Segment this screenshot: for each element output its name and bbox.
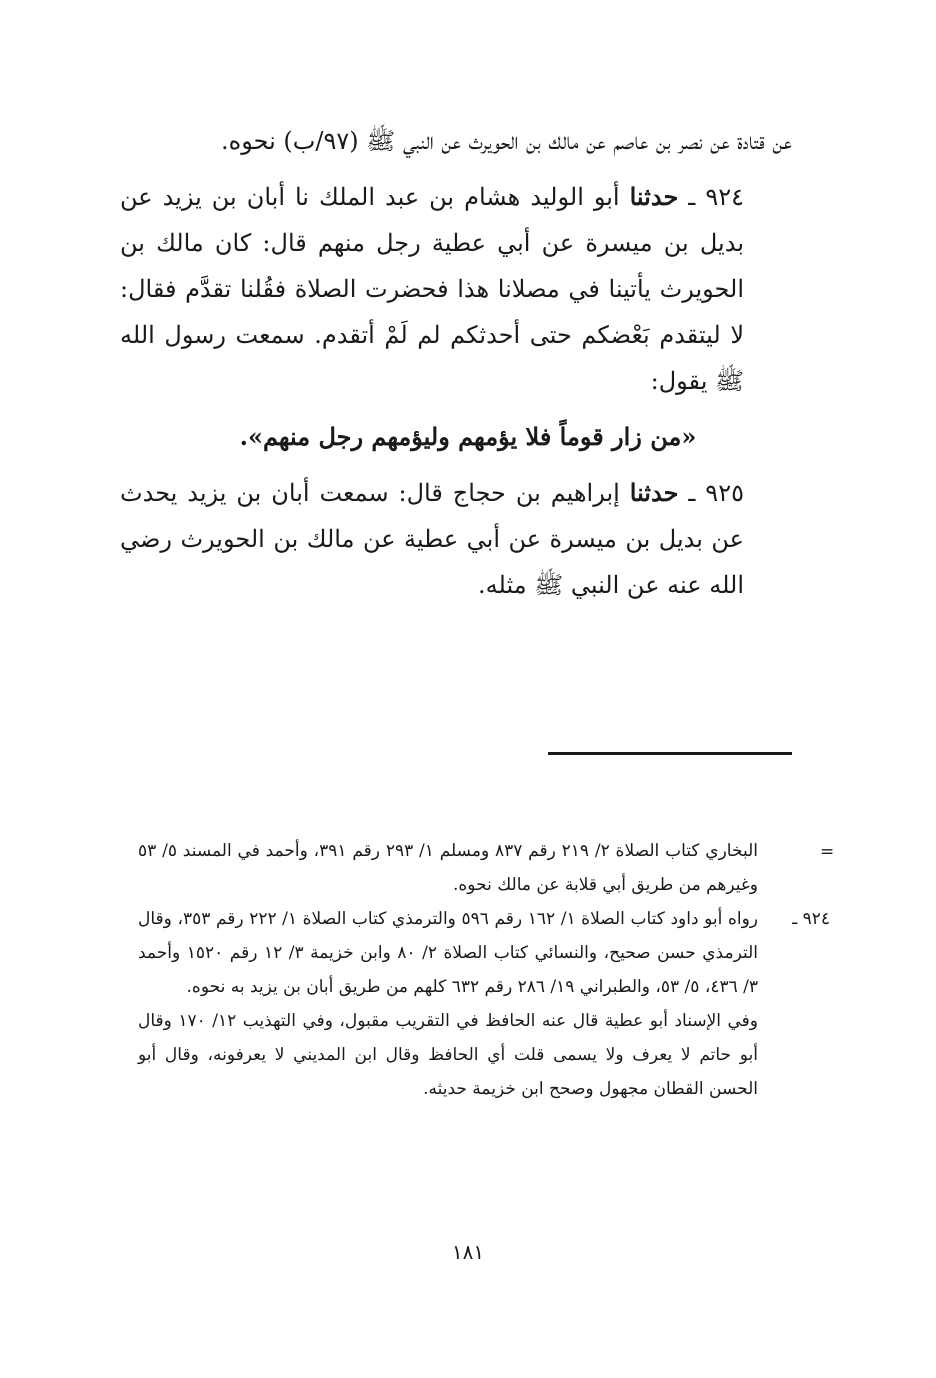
continuation-text: عن قتادة عن نصر بن عاصم عن مالك بن الحويرث عن النبي ﷺ (٩٧/ب) نحوه. (220, 127, 792, 155)
hadith-lead-word: حدثنا (629, 182, 679, 211)
footnote-924-note (138, 1004, 758, 1106)
main-text-block (120, 118, 792, 608)
hadith-text: إبراهيم بن حجاج قال: سمعت أبان بن يزيد يحدث عن بديل بن ميسرة عن أبي عطية عن مالك بن الحويرث رضي الله عنه عن النبي ﷺ مثله. (120, 479, 744, 599)
hadith-924-quote (120, 414, 792, 460)
footnote-924 (138, 902, 830, 1004)
hadith-924 (120, 174, 792, 404)
hadith-925 (120, 470, 792, 608)
footnote-continued (138, 834, 758, 902)
hadith-number: ٩٢٤ ـ (688, 183, 744, 211)
hadith-text: أبو الوليد هشام بن عبد الملك نا أبان بن يزيد عن بديل بن ميسرة عن أبي عطية رجل منهم قال: كان مالك بن الحويرث يأتينا في مصلانا هذا فحضرت الصلاة فقُلنا تقدَّم فقال: لا ليتقدم بَعْضكم حتى أحدثكم لم لَمْ أتقدم. سمعت رسول الله ﷺ يقول: (120, 183, 744, 395)
footnote-text: رواه أبو داود كتاب الصلاة ١/ ١٦٢ رقم ٥٩٦ والترمذي كتاب الصلاة ١/ ٢٢٢ رقم ٣٥٣، وقال الترمذي حسن صحيح، والنسائي كتاب الصلاة ٢/ ٨٠ وابن خزيمة ٣/ ١٢ رقم ١٥٢٠ وأحمد ٣/ ٤٣٦، ٥/ ٥٣، والطبراني ١٩/ ٢٨٦ رقم ٦٣٢ كلهم من طريق أبان بن يزيد به نحوه. (138, 909, 758, 997)
continuation-paragraph (120, 118, 792, 164)
hadith-number: ٩٢٥ ـ (688, 479, 744, 507)
hadith-lead-word: حدثنا (629, 478, 679, 507)
prophetic-saying: «من زار قوماً فلا يؤمهم وليؤمهم رجل منهم». (239, 422, 697, 451)
footnote-text: وفي الإسناد أبو عطية قال عنه الحافظ في التقريب مقبول، وفي التهذيب ١٢/ ١٧٠ وقال أبو حاتم لا يعرف ولا يسمى قلت أي الحافظ وقال ابن المديني لا يعرفونه، وقال أبو الحسن القطان مجهول وصحح ابن خزيمة حديثه. (138, 1011, 758, 1099)
page-number: ١٨١ (451, 1240, 485, 1264)
footnote-number: ٩٢٤ ـ (792, 909, 830, 929)
footnotes-block (138, 834, 830, 1106)
footnote-continued-marker: = (820, 842, 835, 862)
footnote-divider (548, 752, 792, 755)
footnote-text: البخاري كتاب الصلاة ٢/ ٢١٩ رقم ٨٣٧ ومسلم ١/ ٢٩٣ رقم ٣٩١، وأحمد في المسند ٥/ ٥٣ وغيرهم من طريق أبي قلابة عن مالك نحوه. (138, 841, 758, 895)
